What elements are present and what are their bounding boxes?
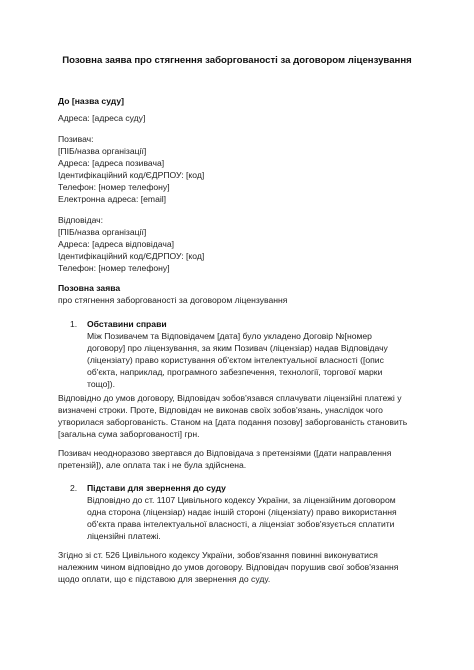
court-address: Адреса: [адреса суду] bbox=[58, 113, 146, 123]
paragraph-line: щодо оплати, що є підставою для звернення до суду. bbox=[58, 574, 271, 584]
plaintiff-block bbox=[58, 133, 423, 205]
paragraph-line: належним чином відповідно до умов договору. Відповідач порушив свої зобов'язання bbox=[58, 562, 399, 572]
document-title: Позовна заява про стягнення заборгованості за договором ліцензування bbox=[62, 55, 412, 66]
section-2-line: ліцензійні платежі. bbox=[87, 531, 161, 541]
paragraph-line: визначені строки. Проте, Відповідач не виконав своїх зобов'язань, унаслідок чого bbox=[58, 405, 383, 415]
plaintiff-label: Позивач: bbox=[58, 134, 94, 144]
plaintiff-phone: Телефон: [номер телефону] bbox=[58, 182, 170, 192]
court-block bbox=[58, 95, 423, 107]
defendant-block bbox=[58, 214, 423, 274]
court-name: До [назва суду] bbox=[58, 96, 124, 106]
section-1-body bbox=[87, 330, 422, 390]
section-1-line: Між Позивачем та Відповідачем [дата] було укладено Договір №[номер bbox=[87, 331, 372, 341]
paragraph-obligations bbox=[58, 392, 423, 440]
defendant-name: [ПІБ/назва організації] bbox=[58, 227, 147, 237]
defendant-phone: Телефон: [номер телефону] bbox=[58, 263, 170, 273]
section-1-line: договору] про ліцензування, за яким Позивач (ліцензіар) надав Відповідачу bbox=[87, 343, 388, 353]
paragraph-line: утворилася заборгованість. Станом на [дата подання позову] заборгованість становить bbox=[58, 417, 408, 427]
defendant-label: Відповідач: bbox=[58, 215, 104, 225]
section-1-number: 1. bbox=[70, 319, 78, 329]
court-address-block bbox=[58, 112, 423, 124]
paragraph-line: претензій]), але оплата так і не була здійснена. bbox=[58, 460, 247, 470]
plaintiff-name: [ПІБ/назва організації] bbox=[58, 146, 147, 156]
section-1-heading: Обставини справи bbox=[87, 319, 167, 329]
defendant-address: Адреса: [адреса відповідача] bbox=[58, 239, 175, 249]
paragraph-line: Позивач неодноразово звертався до Відповідача з претензіями ([дати направлення bbox=[58, 448, 392, 458]
section-2-number: 2. bbox=[70, 483, 78, 493]
paragraph-claims bbox=[58, 447, 423, 471]
paragraph-legal-basis bbox=[58, 549, 423, 585]
paragraph-line: Згідно зі ст. 526 Цивільного кодексу України, зобов'язання повинні виконуватися bbox=[58, 550, 378, 560]
claim-heading: Позовна заява bbox=[58, 283, 121, 293]
claim-subheading: про стягнення заборгованості за договором ліцензування bbox=[58, 295, 288, 305]
section-1-line: тощо]). bbox=[87, 379, 116, 389]
section-2-line: об'єкта права інтелектуальної власності, а ліцензіат зобов'язується сплатити bbox=[87, 519, 395, 529]
defendant-id-code: Ідентифікаційний код/ЄДРПОУ: [код] bbox=[58, 251, 205, 261]
plaintiff-address: Адреса: [адреса позивача] bbox=[58, 158, 165, 168]
paragraph-line: [загальна сума заборгованості] грн. bbox=[58, 429, 200, 439]
paragraph-line: Відповідно до умов договору, Відповідач зобов'язався сплачувати ліцензійні платежі у bbox=[58, 393, 402, 403]
section-2-body bbox=[87, 494, 422, 542]
section-2-heading: Підстави для звернення до суду bbox=[87, 483, 226, 493]
plaintiff-email: Електронна адреса: [email] bbox=[58, 194, 167, 204]
section-2-line: одна сторона (ліцензіар) надає іншій стороні (ліцензіату) право використання bbox=[87, 507, 397, 517]
plaintiff-id-code: Ідентифікаційний код/ЄДРПОУ: [код] bbox=[58, 170, 205, 180]
section-2-line: Відповідно до ст. 1107 Цивільного кодексу України, за ліцензійним договором bbox=[87, 495, 396, 505]
claim-heading-block bbox=[58, 282, 423, 306]
section-1-line: (ліцензіату) право користування об'єктом інтелектуальної власності ([опис bbox=[87, 355, 384, 365]
section-1-line: об'єкта, наприклад, програмного забезпечення, технології, торгової марки bbox=[87, 367, 383, 377]
